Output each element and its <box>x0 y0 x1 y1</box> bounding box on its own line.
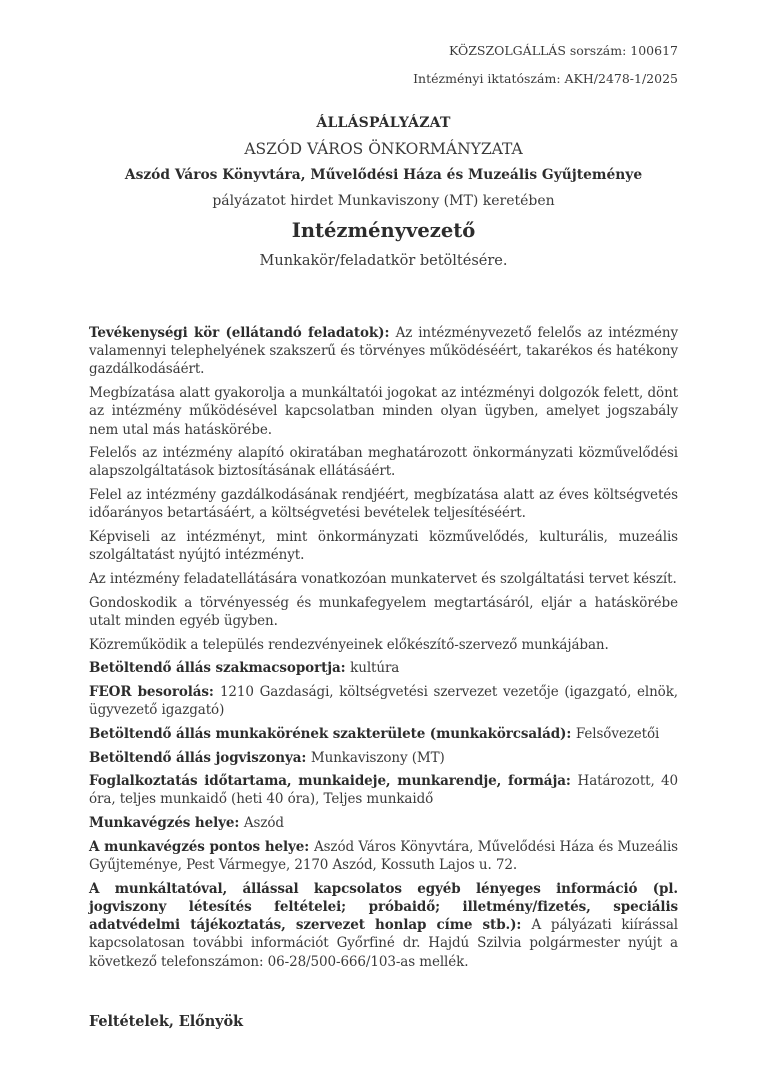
paragraph <box>89 528 678 564</box>
registry-number-line: Intézményi iktatószám: AKH/2478-1/2025 <box>413 71 678 86</box>
paragraph-exact-location <box>89 838 678 874</box>
paragraph-text: A pályázati kiírással kapcsolatosan további információt Győrfiné dr. Hajdú Szilvia polgármester nyújt a következő telefonszámon: 06-28/500-666/103-as mellék. <box>89 917 678 970</box>
paragraph-legal-relation <box>89 749 678 767</box>
document-header <box>89 43 678 87</box>
paragraph-label: Betöltendő állás munkakörének szakterülete (munkakörcsalád): <box>89 725 576 742</box>
paragraph-employment-terms <box>89 772 678 808</box>
paragraph-text: Megbízatása alatt gyakorolja a munkáltatói jogokat az intézményi dolgozók felett, dönt az intézmény működésével kapcsolatban minden olyan ügyben, amelyet jogszabály nem utal más hatáskörébe. <box>89 385 678 438</box>
paragraph-label: A munkavégzés pontos helye: <box>89 838 314 855</box>
document-body <box>89 324 678 1031</box>
paragraph-text: Közreműködik a település rendezvényeinek előkészítő-szervező munkájában. <box>89 636 609 653</box>
paragraph-text: Az intézmény feladatellátására vonatkozóan munkatervet és szolgáltatási tervet készít. <box>89 570 677 587</box>
posting-intro-line: pályázatot hirdet Munkaviszony (MT) keretében <box>212 193 555 209</box>
posting-type-title: ÁLLÁSPÁLYÁZAT <box>316 115 451 131</box>
position-title: Intézményvezető <box>291 219 476 242</box>
serial-number-line: KÖZSZOLGÁLLÁS sorszám: 100617 <box>448 43 678 58</box>
paragraph-work-location <box>89 814 678 832</box>
paragraph-duties <box>89 324 678 379</box>
paragraph <box>89 384 678 439</box>
paragraph <box>89 486 678 522</box>
paragraph-job-category <box>89 659 678 677</box>
paragraph-text: Aszód Város Könyvtára, Művelődési Háza és Muzeális Gyűjteménye, Pest Vármegye, 2170 Aszód, Kossuth Lajos u. 72. <box>89 838 678 874</box>
paragraph-text: Munkaviszony (MT) <box>310 749 445 766</box>
paragraph <box>89 636 678 654</box>
paragraph-job-family <box>89 725 678 743</box>
paragraph-text: Képviseli az intézményt, mint önkormányzati közművelődés, kulturális, muzeális szolgáltatást nyújtó intézményt. <box>89 529 678 564</box>
paragraph-label: Munkavégzés helye: <box>89 815 244 832</box>
paragraph-text: kultúra <box>350 660 400 677</box>
paragraph-text: Felsővezetői <box>575 725 660 742</box>
paragraph-text: Gondoskodik a törvényesség és munkafegyelem megtartásáról, eljár a hatáskörébe utalt minden egyéb ügyben. <box>89 594 678 629</box>
position-subtitle: Munkakör/feladatkör betöltésére. <box>259 253 508 269</box>
paragraph-label: FEOR besorolás: <box>89 683 220 700</box>
paragraph-text: Felelős az intézmény alapító okiratában meghatározott önkormányzati közművelődési alapszolgáltatások biztosításának ellátásáért. <box>89 445 678 480</box>
paragraph-text: Felel az intézmény gazdálkodásának rendjéért, megbízatása alatt az éves költségvetés időarányos betartásáért, a költségvetési bevételek teljesítéséért. <box>89 487 678 522</box>
section-heading-conditions: Feltételek, Előnyök <box>89 1012 243 1030</box>
paragraph-label: Betöltendő állás szakmacsoportja: <box>89 660 351 677</box>
paragraph-text: Határozott, 40 óra, teljes munkaidő (heti 40 óra), Teljes munkaidő <box>89 773 678 808</box>
institution-name: Aszód Város Könyvtára, Művelődési Háza és Muzeális Gyűjteménye <box>124 167 643 183</box>
paragraph-label: A munkáltatóval, állással kapcsolatos egyéb lényeges információ (pl. jogviszony létesítés feltételei; próbaidő; illetmény/fizetés, speciális adatvédelmi tájékoztatás, szervezet honlap címe stb.): <box>89 880 678 934</box>
paragraph-feor <box>89 683 678 719</box>
paragraph <box>89 444 678 480</box>
paragraph <box>89 594 678 630</box>
paragraph-other-info <box>89 880 678 971</box>
paragraph-text: Az intézményvezető felelős az intézmény valamennyi telephelyének szakszerű és törvényes működéséért, takarékos és hatékony gazdálkodásáért. <box>89 325 679 378</box>
paragraph-label: Tevékenységi kör (ellátandó feladatok): <box>89 325 396 341</box>
paragraph-text: 1210 Gazdasági, költségvetési szervezet vezetője (igazgató, elnök, ügyvezető igazgató) <box>89 683 678 719</box>
paragraph <box>89 570 678 588</box>
organization-name: ASZÓD VÁROS ÖNKORMÁNYZATA <box>244 140 523 158</box>
title-block <box>89 115 678 270</box>
paragraph-text: Aszód <box>243 815 284 832</box>
paragraph-label: Foglalkoztatás időtartama, munkaideje, munkarendje, formája: <box>89 773 578 790</box>
paragraph-label: Betöltendő állás jogviszonya: <box>89 749 311 766</box>
